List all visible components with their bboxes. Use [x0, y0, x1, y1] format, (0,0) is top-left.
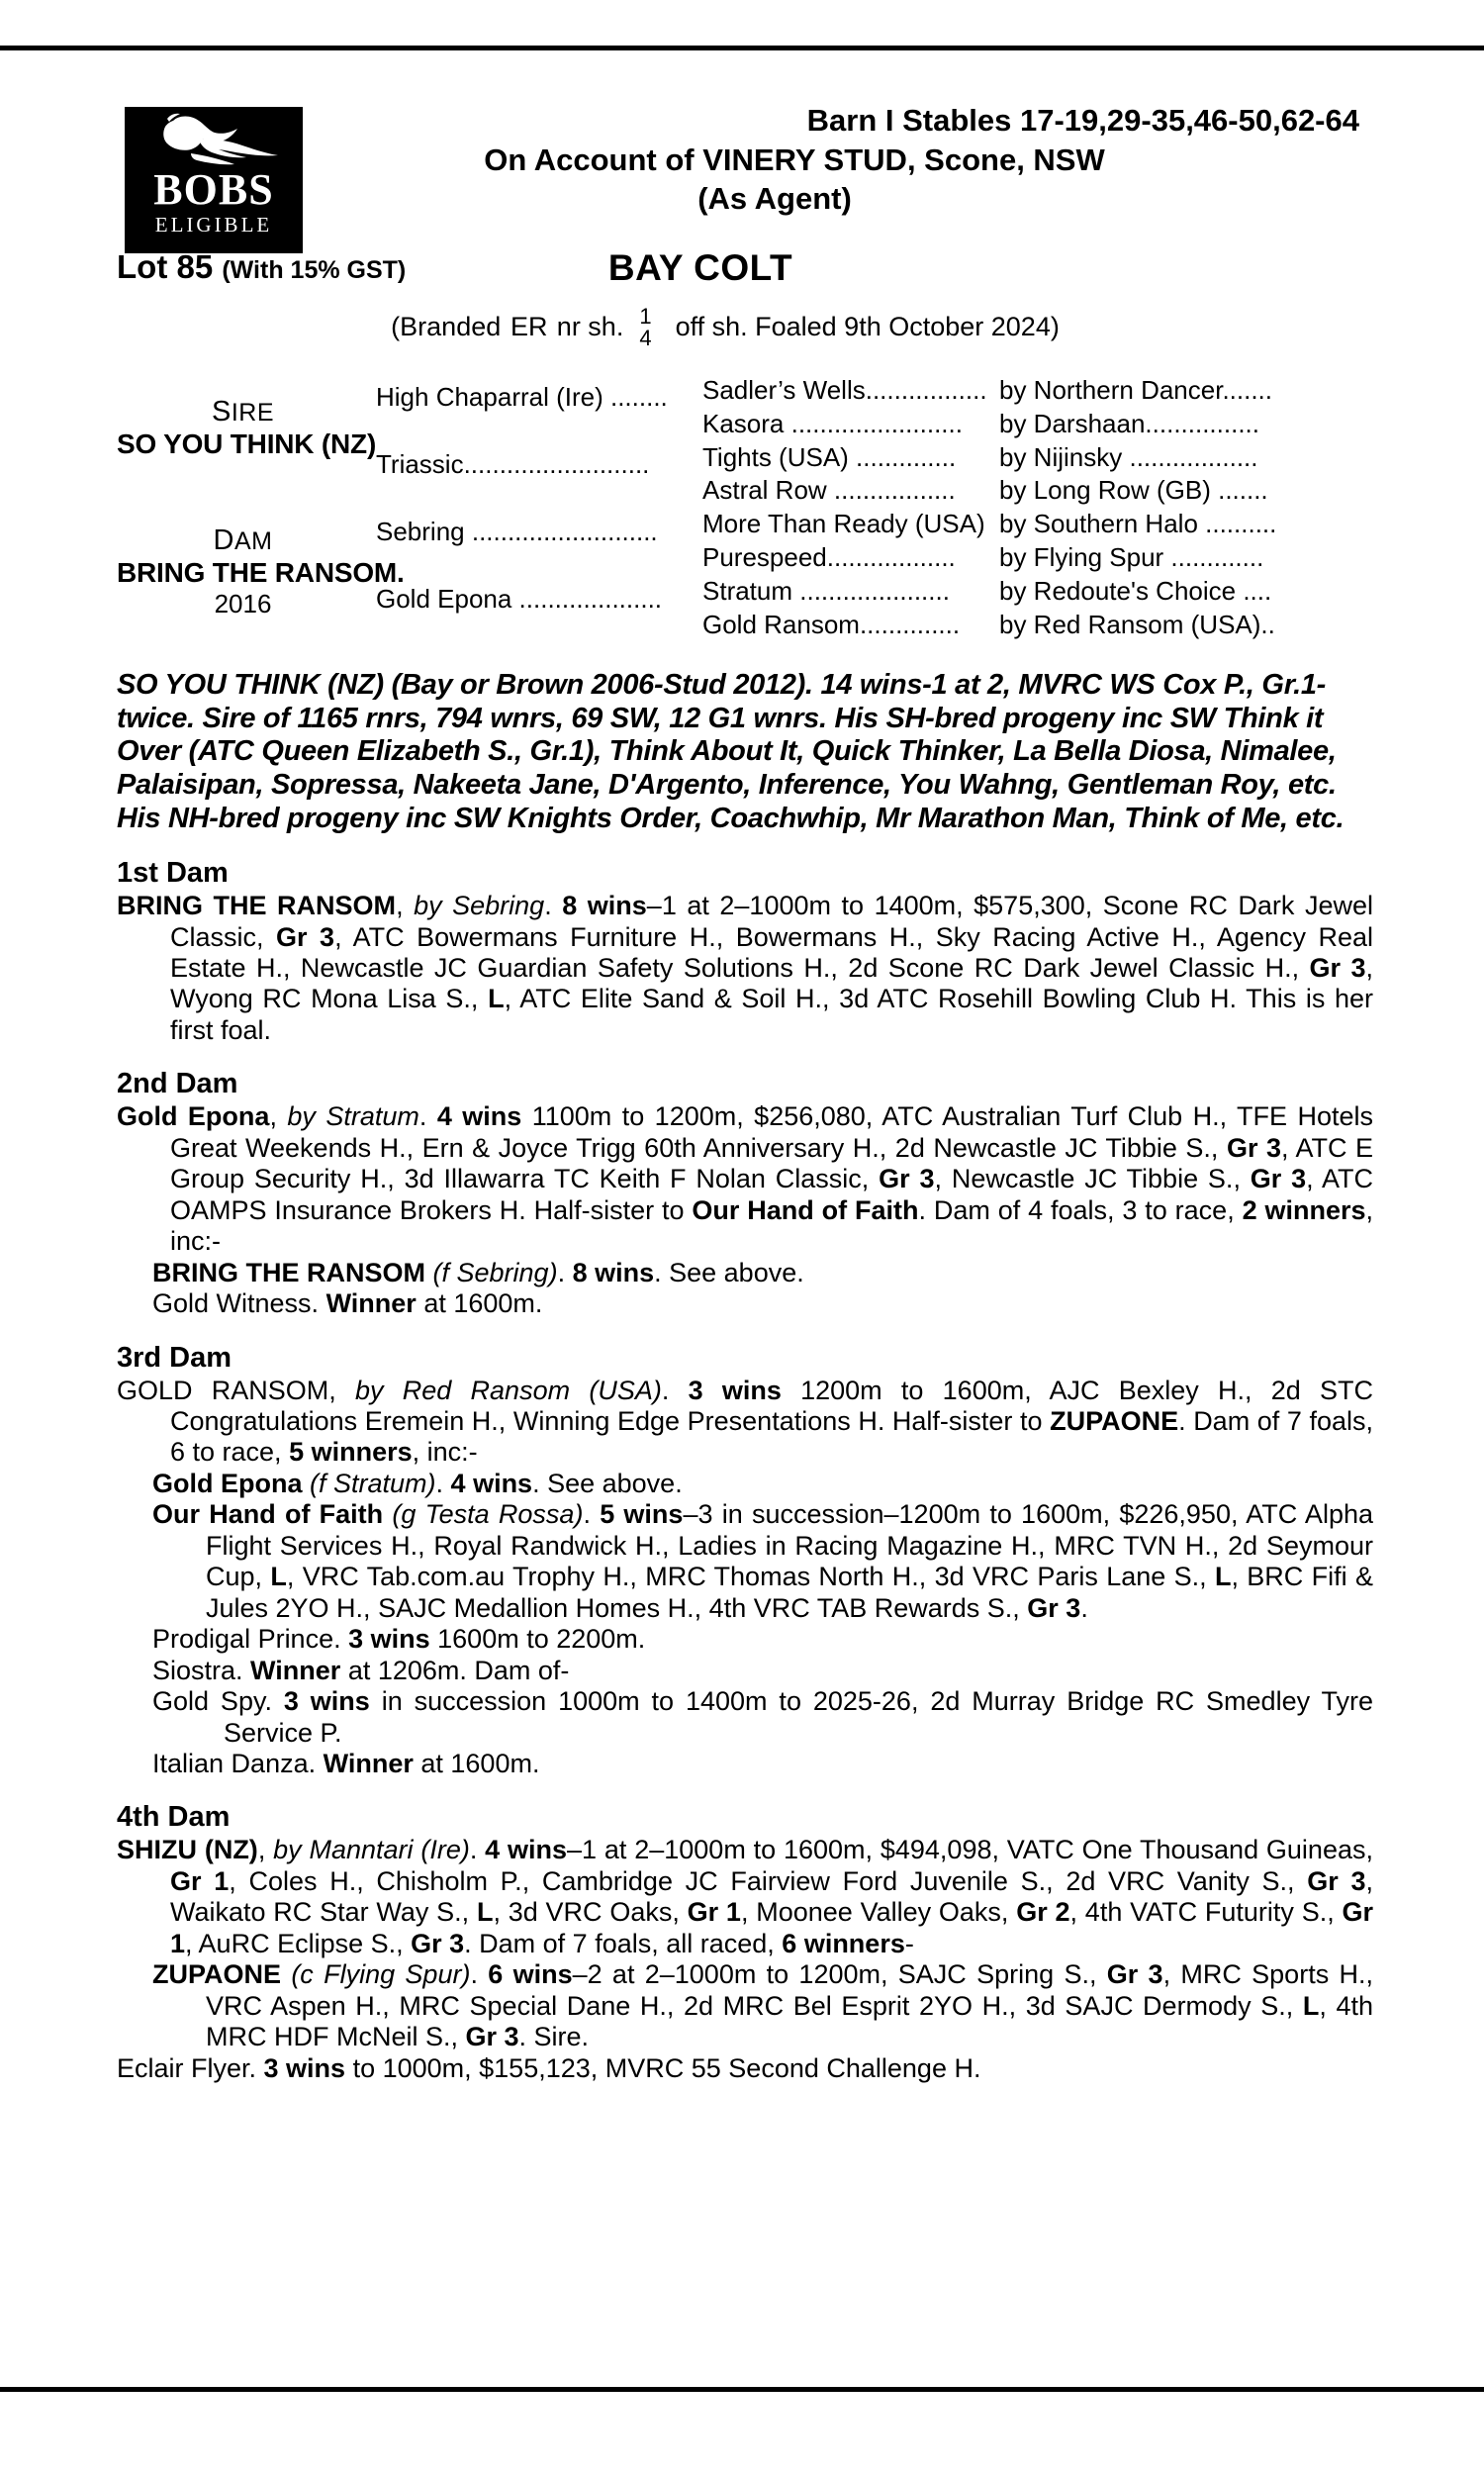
emphasis-bold: Winner — [325, 1288, 417, 1319]
text-run: 1200m to 1600m, AJC Bexley H., 2d STC Congratulations Eremein H., Winning Edge Presentations H. Half-sister to — [170, 1375, 1374, 1437]
emphasis-italic: by Sebring — [414, 891, 545, 921]
pedigree-g3-row — [702, 575, 1371, 609]
text-run: , Moonee Valley Oaks, — [740, 1897, 1017, 1928]
colour-and-sex: BAY COLT — [607, 247, 793, 288]
page-header — [117, 95, 1373, 243]
emphasis-bold: 4 wins — [485, 1835, 568, 1865]
page-content — [117, 95, 1373, 2084]
text-run: , ATC E Group Security H., 3d Illawarra TC Keith F Nolan Classic, — [170, 1132, 1373, 1194]
pedigree-entry — [117, 1686, 1373, 1749]
text-run: Siostra. — [152, 1655, 251, 1685]
text-run: , — [257, 1835, 274, 1865]
pedigree-generation-3 — [702, 374, 1371, 641]
emphasis-bold: BRING THE RANSOM — [152, 1257, 425, 1287]
text-run: . Dam of 7 foals, 6 to race, — [170, 1406, 1373, 1468]
sire-summary-paragraph: SO YOU THINK (NZ) (Bay or Brown 2006-Stud 2012). 14 wins-1 at 2, MVRC WS Cox P., Gr.1-twice. Sire of 1165 rnrs, 794 wnrs, 69 SW, 12 G1 wnrs. His SH-bred progeny inc SW Think it Over (ATC Queen Elizabeth S., Gr.1), Think About It, Quick Thinker, La Bella Diosa, Nimalee, Palaisipan, Sopressa, Nakeeta Jane, D'Argento, Inference, You Wahng, Gentleman Roy, etc. His NH-bred progeny inc SW Knights Order, Coachwhip, Mr Marathon Man, Think of Me, etc. — [117, 669, 1345, 834]
emphasis-bold: 2 winners — [1242, 1194, 1366, 1225]
sire-block — [117, 396, 377, 460]
pedigree-entry — [117, 1258, 1373, 1288]
text-run: . — [469, 1835, 486, 1865]
emphasis-bold: Gr 3 — [1307, 1865, 1366, 1896]
pedigree-entry — [117, 891, 1373, 1046]
text-run: Prodigal Prince. — [152, 1624, 349, 1655]
text-run: 1100m to 1200m, $256,080, ATC Australian Turf Club H., TFE Hotels Great Weekends H., Ern & Joyce Trigg 60th Anniversary H., 2d Newcastle JC Tibbie S., — [170, 1101, 1374, 1163]
emphasis-bold: ZUPAONE — [1050, 1406, 1179, 1437]
emphasis-bold: Gr 1 — [170, 1865, 230, 1896]
pedigree-entry — [117, 1835, 1373, 1959]
pedigree-g3-row — [702, 374, 1371, 408]
pedigree-entry — [117, 1624, 1373, 1655]
emphasis-bold: 3 wins — [348, 1624, 430, 1655]
pedigree-g3-0-name: Sadler’s Wells................. — [702, 375, 987, 405]
emphasis-bold: 3 wins — [263, 2052, 346, 2083]
text-run: at 1206m. Dam of- — [340, 1655, 570, 1685]
emphasis-bold: 8 wins — [562, 891, 647, 921]
dam-label: DAM — [213, 524, 273, 556]
text-run: . Sire. — [518, 2022, 590, 2052]
text-run: . See above. — [532, 1468, 683, 1498]
text-run: , Newcastle JC Tibbie S., — [934, 1164, 1251, 1194]
emphasis-italic: by Red Ransom (USA) — [355, 1375, 662, 1405]
emphasis-bold: Gold Epona — [117, 1101, 270, 1132]
pedigree-entry — [117, 1101, 1373, 1257]
brand-fraction — [639, 306, 651, 350]
text-run: , Coles H., Chisholm P., Cambridge JC Fairview Ford Juvenile S., 2d VRC Vanity S., — [229, 1865, 1308, 1896]
text-run — [303, 1469, 311, 1498]
sire-name: SO YOU THINK (NZ) — [117, 428, 377, 459]
emphasis-bold: Our Hand of Faith — [692, 1194, 919, 1225]
text-run — [425, 1258, 433, 1287]
emphasis-italic: (g Testa Rossa) — [392, 1499, 584, 1530]
emphasis-bold: 3 wins — [283, 1686, 370, 1717]
text-run: , ATC Bowermans Furniture H., Bowermans H., Sky Racing Active H., Agency Real Estate H., Newcastle JC Guardian Safety Solutions H., 2d Scone RC Dark Jewel Classic H., — [170, 921, 1374, 984]
emphasis-bold: 6 winners — [782, 1928, 905, 1958]
pedigree-g3-4-name: More Than Ready (USA) — [702, 509, 985, 539]
pedigree-g3-2-by: by Nijinsky .................. — [999, 441, 1258, 472]
dam-block — [117, 524, 405, 619]
pedigree-entry — [117, 1749, 1373, 1779]
emphasis-bold: Gr 3 — [1027, 1592, 1081, 1623]
text-run: , 4th VATC Futurity S., — [1069, 1897, 1343, 1928]
pedigree-entry — [117, 1288, 1373, 1319]
text-run: at 1600m. — [413, 1749, 540, 1778]
dam-year: 2016 — [214, 589, 272, 618]
text-run: . — [661, 1375, 689, 1405]
text-run: , inc:- — [412, 1437, 478, 1468]
emphasis-bold: 3 wins — [688, 1375, 782, 1405]
pedigree-entry — [117, 2053, 1373, 2084]
pedigree-g3-row — [702, 508, 1371, 541]
text-run: , — [396, 891, 415, 921]
emphasis-bold: Winner — [323, 1749, 414, 1778]
emphasis-bold: Gr 2 — [1016, 1897, 1070, 1928]
pedigree-g3-row — [702, 609, 1371, 642]
text-run: , 4th MRC HDF McNeil S., — [206, 1990, 1373, 2052]
dam-heading: 3rd Dam — [117, 1341, 232, 1374]
pedigree-entry — [117, 1469, 1373, 1499]
vendor-account-line: On Account of VINERY STUD, Scone, NSW — [484, 142, 1105, 177]
emphasis-bold: Gr 3 — [1250, 1164, 1307, 1194]
text-run: at 1600m. — [416, 1288, 543, 1319]
text-run: . — [583, 1499, 601, 1530]
pedigree-g3-7-by: by Red Ransom (USA).. — [999, 609, 1275, 639]
pedigree-g2-1: Triassic.......................... — [376, 449, 650, 479]
text-run: . — [418, 1101, 437, 1132]
emphasis-bold: L — [270, 1562, 287, 1592]
text-run: . — [1080, 1592, 1088, 1623]
pedigree-g3-3-name: Astral Row ................. — [702, 475, 956, 506]
emphasis-bold: 6 wins — [488, 1959, 573, 1990]
emphasis-bold: L — [488, 984, 505, 1014]
emphasis-bold: Gr 1 — [687, 1897, 741, 1928]
emphasis-italic: (c Flying Spur) — [291, 1959, 471, 1990]
text-run: –1 at 2–1000m to 1400m, $575,300, Scone RC Dark Jewel Classic, — [170, 891, 1373, 952]
text-run: . See above. — [654, 1257, 804, 1287]
text-run: . Dam of 7 foals, all raced, — [464, 1928, 783, 1958]
pedigree-g3-0-by: by Northern Dancer....... — [999, 375, 1273, 405]
emphasis-bold: 8 wins — [572, 1257, 655, 1287]
top-rule — [0, 46, 1484, 50]
dam-heading: 2nd Dam — [117, 1068, 238, 1100]
text-run: Italian Danza. — [152, 1749, 324, 1778]
pedigree-g3-row — [702, 474, 1371, 508]
emphasis-bold: Gr 3 — [879, 1164, 935, 1194]
branded-off-shoulder-foaled: off sh. Foaled 9th October 2024) — [675, 311, 1060, 341]
text-run: Eclair Flyer. — [117, 2052, 264, 2083]
text-run: . Dam of 4 foals, 3 to race, — [918, 1194, 1243, 1225]
barn-stables-line: Barn I Stables 17-19,29-35,46-50,62-64 — [806, 103, 1359, 138]
text-run: . — [435, 1468, 451, 1498]
emphasis-bold: Winner — [250, 1655, 341, 1685]
text-run: Gold Spy. — [152, 1686, 284, 1717]
lot-row — [117, 249, 1373, 305]
emphasis-bold: 4 wins — [436, 1101, 522, 1132]
emphasis-italic: (f Stratum) — [310, 1468, 436, 1498]
pedigree-entry — [117, 1376, 1373, 1469]
emphasis-italic: by Stratum — [287, 1101, 419, 1132]
pedigree-g3-7-name: Gold Ransom.............. — [702, 609, 961, 639]
branding-line — [117, 305, 1334, 366]
gst-note: (With 15% GST) — [222, 256, 407, 284]
pedigree-g3-6-by: by Redoute's Choice .... — [999, 575, 1272, 606]
horse-head-icon — [139, 113, 288, 170]
bobs-wordmark: BOBS — [153, 165, 274, 214]
bobs-eligible-logo — [125, 107, 303, 253]
emphasis-bold: Gr 3 — [1226, 1132, 1281, 1163]
text-run: Gold Witness. — [152, 1288, 326, 1319]
sire-label: SIRE — [211, 396, 275, 428]
text-run: . — [557, 1257, 573, 1287]
emphasis-italic: (f Sebring) — [432, 1257, 558, 1287]
bottom-rule — [0, 2387, 1484, 2392]
emphasis-bold: Gr 1 — [170, 1897, 1373, 1958]
text-run: –1 at 2–1000m to 1600m, $494,098, VATC One Thousand Guineas, — [567, 1835, 1373, 1865]
emphasis-bold: L — [1214, 1562, 1232, 1592]
pedigree-g3-4-by: by Southern Halo .......... — [999, 509, 1277, 539]
pedigree-g2-3: Gold Epona .................... — [376, 584, 663, 614]
emphasis-bold: Gr 3 — [411, 1928, 465, 1958]
text-run: , Waikato RC Star Way S., — [170, 1865, 1374, 1928]
pedigree-g3-2-name: Tights (USA) .............. — [702, 441, 957, 472]
pedigree-g3-1-by: by Darshaan................ — [999, 408, 1259, 438]
text-run: , — [269, 1101, 288, 1132]
text-run: . — [544, 891, 563, 921]
pedigree-g3-row — [702, 541, 1371, 575]
pedigree-g3-5-by: by Flying Spur ............. — [999, 541, 1264, 572]
emphasis-bold: Gr 3 — [1106, 1959, 1163, 1990]
pedigree-entry — [117, 1959, 1373, 2052]
dam-heading: 1st Dam — [117, 857, 229, 890]
pedigree-g2-2: Sebring .......................... — [376, 517, 658, 546]
text-run: , ATC OAMPS Insurance Brokers H. Half-sister to — [170, 1164, 1374, 1225]
dam-name: BRING THE RANSOM. — [117, 557, 405, 588]
pedigree-g3-5-name: Purespeed.................. — [702, 541, 956, 572]
emphasis-bold: 4 wins — [450, 1468, 533, 1498]
bobs-eligible-label: ELIGIBLE — [154, 213, 273, 237]
emphasis-bold: Gr 3 — [465, 2022, 519, 2052]
text-run: , BRC Fifi & Jules 2YO H., SAJC Medallion Homes H., 4th VRC TAB Rewards S., — [206, 1562, 1373, 1623]
dam-heading: 4th Dam — [117, 1801, 231, 1834]
branded-near-shoulder: nr sh. — [556, 311, 624, 341]
text-run: 1600m to 2200m. — [429, 1624, 646, 1655]
branded-prefix: (Branded — [391, 311, 502, 341]
emphasis-bold: Gold Epona — [152, 1468, 303, 1498]
text-run: , inc:- — [170, 1194, 1374, 1257]
text-run: GOLD RANSOM, — [117, 1375, 356, 1405]
emphasis-bold: 5 wins — [600, 1499, 684, 1530]
text-run: , AuRC Eclipse S., — [185, 1928, 412, 1958]
emphasis-bold: Gr 3 — [276, 921, 335, 952]
pedigree-g3-row — [702, 408, 1371, 441]
pedigree-entry — [117, 1499, 1373, 1624]
pedigree-g3-row — [702, 441, 1371, 475]
text-run: –3 in succession–1200m to 1600m, $226,950, ATC Alpha Flight Services H., Royal Randwick H., Ladies in Racing Magazine H., MRC TVN H., 2d Seymour Cup, — [206, 1499, 1373, 1592]
as-agent-line: (As Agent) — [697, 181, 852, 217]
lot-number-text: Lot 85 — [117, 248, 214, 285]
emphasis-bold: Our Hand of Faith — [152, 1499, 384, 1530]
emphasis-bold: L — [476, 1897, 494, 1928]
emphasis-italic: by Manntari (Ire) — [273, 1835, 470, 1865]
dam-sections — [117, 857, 1373, 2084]
pedigree-g3-1-name: Kasora ........................ — [702, 408, 963, 438]
pedigree-g3-6-name: Stratum ..................... — [702, 575, 950, 606]
emphasis-bold: BRING THE RANSOM — [117, 891, 397, 921]
pedigree-table — [117, 374, 1373, 661]
text-run — [281, 1959, 291, 1989]
text-run: in succession 1000m to 1400m to 2025-26, 2d Murray Bridge RC Smedley Tyre Service P. — [224, 1686, 1374, 1748]
text-run: –2 at 2–1000m to 1200m, SAJC Spring S., — [572, 1959, 1107, 1990]
emphasis-bold: SHIZU (NZ) — [117, 1835, 258, 1865]
text-run: , VRC Tab.com.au Trophy H., MRC Thomas North H., 3d VRC Paris Lane S., — [286, 1562, 1215, 1592]
fraction-numerator: 1 — [639, 304, 652, 329]
text-run: , ATC Elite Sand & Soil H., 3d ATC Rosehill Bowling Club H. This is her first foal. — [170, 984, 1373, 1045]
text-run: , 3d VRC Oaks, — [493, 1897, 688, 1928]
consignment-header — [305, 101, 1373, 219]
text-run: to 1000m, $155,123, MVRC 55 Second Challenge H. — [345, 2052, 981, 2083]
emphasis-bold: ZUPAONE — [152, 1959, 282, 1990]
text-run: - — [904, 1928, 914, 1958]
emphasis-bold: L — [1302, 1990, 1320, 2021]
pedigree-entry — [117, 1656, 1373, 1686]
emphasis-bold: 5 winners — [289, 1437, 413, 1468]
brand-mark-glyph: ЯƎ — [510, 311, 548, 341]
emphasis-bold: Gr 3 — [1309, 953, 1366, 984]
text-run: , Wyong RC Mona Lisa S., — [170, 953, 1373, 1014]
pedigree-g3-3-by: by Long Row (GB) ....... — [999, 475, 1268, 506]
text-run: . — [470, 1959, 489, 1990]
fraction-denominator: 4 — [639, 326, 652, 351]
text-run: , MRC Sports H., VRC Aspen H., MRC Special Dane H., 2d MRC Bel Esprit 2YO H., 3d SAJC Dermody S., — [206, 1959, 1373, 2021]
pedigree-g2-0: High Chaparral (Ire) ........ — [376, 382, 668, 412]
